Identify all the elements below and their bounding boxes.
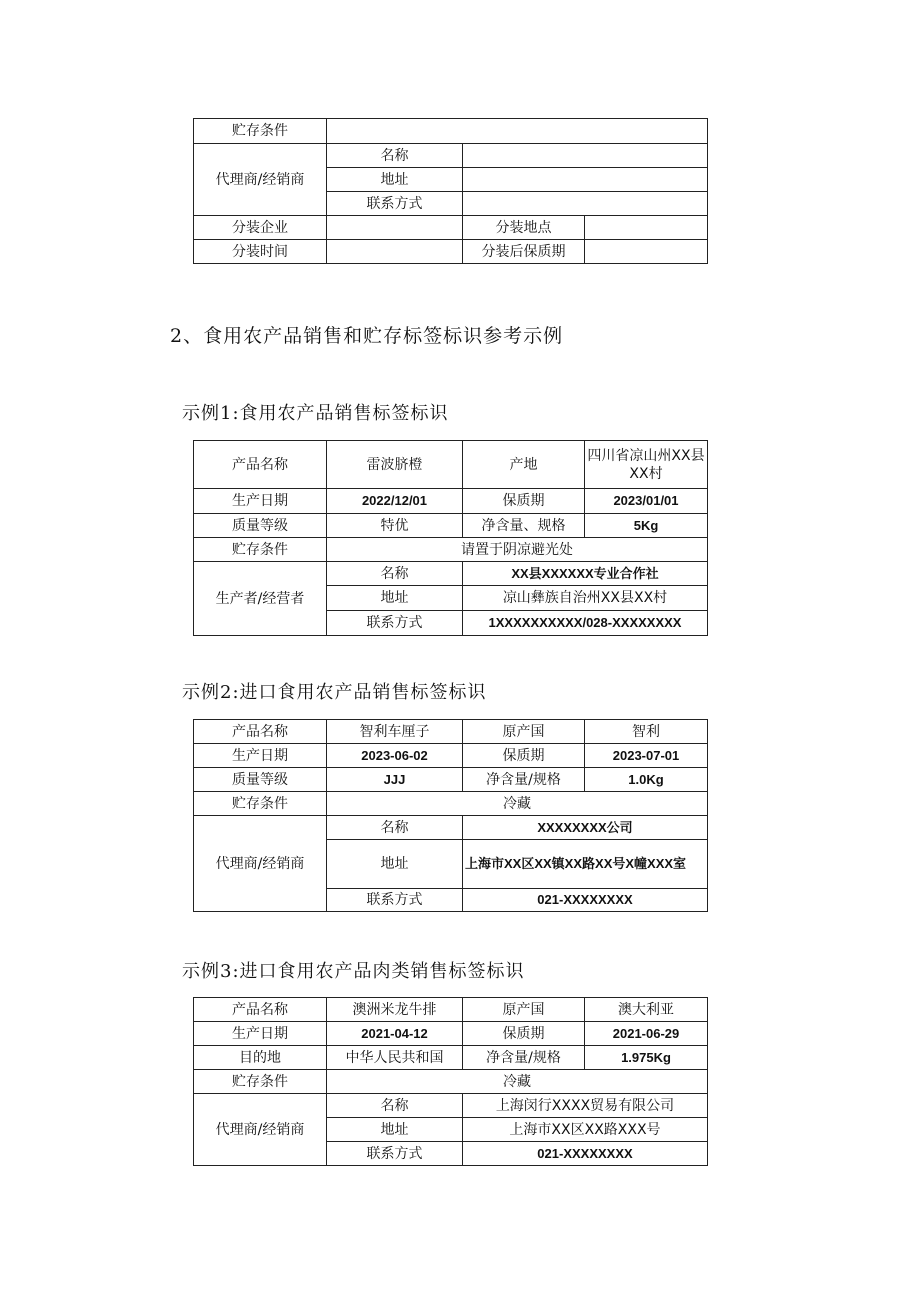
table-repack-info xyxy=(193,118,708,264)
origin-value: 四川省凉山州XX县XX村 xyxy=(585,441,708,489)
address-value: 凉山彝族自治州XX县XX村 xyxy=(463,586,708,611)
repack-time-value xyxy=(327,240,463,264)
dest-label: 目的地 xyxy=(194,1046,327,1070)
origin-label: 产地 xyxy=(463,441,585,489)
prod-date-label: 生产日期 xyxy=(194,744,327,768)
repack-company-label: 分装企业 xyxy=(194,216,327,240)
storage-value xyxy=(327,119,708,144)
name-label: 名称 xyxy=(327,1094,463,1118)
name-value xyxy=(463,144,708,168)
name-label: 名称 xyxy=(327,144,463,168)
name-value: 上海闵行XXXX贸易有限公司 xyxy=(463,1094,708,1118)
contact-value xyxy=(463,192,708,216)
address-label: 地址 xyxy=(327,586,463,611)
name-value: XXXXXXXX公司 xyxy=(463,816,708,840)
product-name-value: 雷波脐橙 xyxy=(327,441,463,489)
agent-label: 代理商/经销商 xyxy=(194,144,327,216)
grade-label: 质量等级 xyxy=(194,768,327,792)
country-label: 原产国 xyxy=(463,998,585,1022)
example2-title: 示例2:进口食用农产品销售标签标识 xyxy=(182,682,487,703)
product-name-label: 产品名称 xyxy=(194,998,327,1022)
example3-title: 示例3:进口食用农产品肉类销售标签标识 xyxy=(182,961,525,982)
net-value: 1.0Kg xyxy=(585,768,708,792)
storage-label: 贮存条件 xyxy=(194,119,327,144)
name-value: XX县XXXXXX专业合作社 xyxy=(463,562,708,586)
grade-value: JJJ xyxy=(327,768,463,792)
repack-place-value xyxy=(585,216,708,240)
shelf-label: 保质期 xyxy=(463,1022,585,1046)
example1-title: 示例1:食用农产品销售标签标识 xyxy=(182,403,449,424)
name-label: 名称 xyxy=(327,816,463,840)
example1-table xyxy=(193,440,708,636)
contact-value: 021-XXXXXXXX xyxy=(463,1142,708,1166)
contact-value: 1XXXXXXXXXX/028-XXXXXXXX xyxy=(463,611,708,636)
storage-label: 贮存条件 xyxy=(194,792,327,816)
prod-date-label: 生产日期 xyxy=(194,489,327,514)
shelf-value: 2023/01/01 xyxy=(585,489,708,514)
address-label: 地址 xyxy=(327,168,463,192)
net-value: 1.975Kg xyxy=(585,1046,708,1070)
grade-label: 质量等级 xyxy=(194,514,327,538)
storage-value: 冷藏 xyxy=(327,792,708,816)
repack-shelf-label: 分装后保质期 xyxy=(463,240,585,264)
net-value: 5Kg xyxy=(585,514,708,538)
prod-date-label: 生产日期 xyxy=(194,1022,327,1046)
contact-label: 联系方式 xyxy=(327,192,463,216)
example3-table xyxy=(193,997,708,1166)
address-label: 地址 xyxy=(327,1118,463,1142)
country-value: 澳大利亚 xyxy=(585,998,708,1022)
product-name-label: 产品名称 xyxy=(194,441,327,489)
prod-date-value: 2023-06-02 xyxy=(327,744,463,768)
shelf-value: 2023-07-01 xyxy=(585,744,708,768)
net-label: 净含量、规格 xyxy=(463,514,585,538)
contact-label: 联系方式 xyxy=(327,611,463,636)
storage-value: 请置于阴凉避光处 xyxy=(327,538,708,562)
contact-label: 联系方式 xyxy=(327,1142,463,1166)
prod-date-value: 2021-04-12 xyxy=(327,1022,463,1046)
net-label: 净含量/规格 xyxy=(463,1046,585,1070)
product-name-value: 智利车厘子 xyxy=(327,720,463,744)
address-value: 上海市XX区XX路XXX号 xyxy=(463,1118,708,1142)
storage-label: 贮存条件 xyxy=(194,538,327,562)
contact-value: 021-XXXXXXXX xyxy=(463,889,708,912)
shelf-value: 2021-06-29 xyxy=(585,1022,708,1046)
shelf-label: 保质期 xyxy=(463,744,585,768)
contact-label: 联系方式 xyxy=(327,889,463,912)
name-label: 名称 xyxy=(327,562,463,586)
country-label: 原产国 xyxy=(463,720,585,744)
example2-table xyxy=(193,719,708,912)
agent-label: 代理商/经销商 xyxy=(194,1094,327,1166)
product-name-value: 澳洲米龙牛排 xyxy=(327,998,463,1022)
grade-value: 特优 xyxy=(327,514,463,538)
prod-date-value: 2022/12/01 xyxy=(327,489,463,514)
address-label: 地址 xyxy=(327,840,463,889)
repack-time-label: 分装时间 xyxy=(194,240,327,264)
repack-shelf-value xyxy=(585,240,708,264)
country-value: 智利 xyxy=(585,720,708,744)
repack-company-value xyxy=(327,216,463,240)
agent-label: 代理商/经销商 xyxy=(194,816,327,912)
producer-label: 生产者/经营者 xyxy=(194,562,327,636)
storage-value: 冷藏 xyxy=(327,1070,708,1094)
product-name-label: 产品名称 xyxy=(194,720,327,744)
net-label: 净含量/规格 xyxy=(463,768,585,792)
address-value: 上海市XX区XX镇XX路XX号X幢XXX室 xyxy=(463,840,708,889)
dest-value: 中华人民共和国 xyxy=(327,1046,463,1070)
storage-label: 贮存条件 xyxy=(194,1070,327,1094)
section-heading: 2、食用农产品销售和贮存标签标识参考示例 xyxy=(170,325,564,347)
address-value xyxy=(463,168,708,192)
repack-place-label: 分装地点 xyxy=(463,216,585,240)
shelf-label: 保质期 xyxy=(463,489,585,514)
